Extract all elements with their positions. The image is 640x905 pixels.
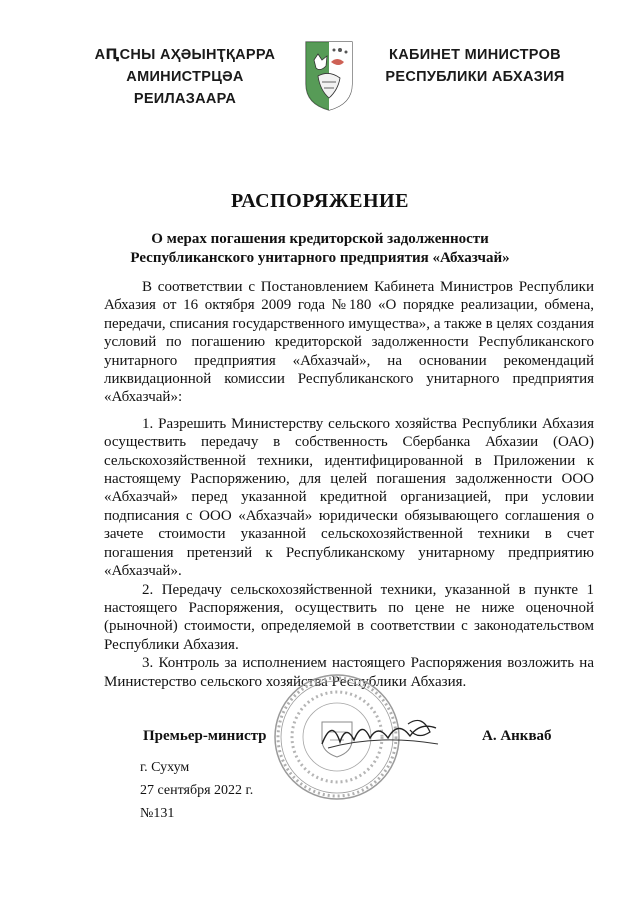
- signatory-name: А. Анкваб: [482, 728, 552, 744]
- item-3-paragraph: 3. Контроль за исполнением настоящего Распоряжения возложить на Министерство сельского хозяйства Республики Абхазия.: [104, 655, 594, 690]
- document-subtitle: [120, 230, 520, 268]
- document-place: г. Сухум: [140, 760, 190, 775]
- subtitle-line2: Республиканского унитарного предприятия «Абхазчай»: [130, 250, 510, 266]
- header-left-line1: АԤСНЫ АҲӘЫНҬҚАРРА: [94, 47, 276, 63]
- header-right-line1: КАБИНЕТ МИНИСТРОВ: [389, 47, 561, 63]
- item-1-paragraph: 1. Разрешить Министерству сельского хозяйства Республики Абхазия осуществить передачу в собственность Сбербанка Абхазии (ОАО) сельскохозяйственной техники, идентифицированной в Приложении к настоящему Распоряжению, для целей погашения задолженности ООО «Абхазчай» перед указанной кредитной организацией, при условии подписания с ООО «Абхазчай» юридически обязывающего соглашения о зачете стоимости указанной сельскохозяйственной техники в счет погашения претензий к Республиканскому унитарному предприятию «Абхазчай».: [104, 415, 594, 580]
- document-date: 27 сентября 2022 г.: [140, 783, 254, 798]
- header-right: [380, 44, 570, 88]
- header-right-line2: РЕСПУБЛИКИ АБХАЗИЯ: [385, 69, 565, 85]
- document-body: [104, 278, 594, 691]
- preamble-paragraph: В соответствии с Постановлением Кабинета Министров Республики Абхазия от 16 октября 2009 года №180 «О порядке реализации, обмена, передачи, списания государственного имущества», а также в целях создания условий по погашению кредиторской задолженности Республиканского унитарного предприятия «Абхазчай», на основании рекомендаций ликвидационной комиссии Республиканского унитарного предприятия «Абхазчай»:: [104, 279, 594, 406]
- header-left-line2: АМИНИСТРЦӘА РЕИЛАЗААРА: [126, 69, 244, 107]
- item-2-paragraph: 2. Передачу сельскохозяйственной техники, указанной в пункте 1 настоящего Распоряжения, осуществить по цене не ниже оценочной (рыночной) стоимости, определяемой в соответствии с законодательством Республики Абхазия.: [104, 581, 594, 653]
- handwritten-signature-icon: [318, 714, 443, 754]
- signatory-position: Премьер-министр: [143, 728, 267, 744]
- subtitle-line1: О мерах погашения кредиторской задолженности: [151, 231, 489, 247]
- document-number: №131: [140, 806, 175, 821]
- document-title: РАСПОРЯЖЕНИЕ: [231, 190, 409, 212]
- header-left: [80, 44, 290, 110]
- coat-of-arms-icon: [304, 40, 354, 112]
